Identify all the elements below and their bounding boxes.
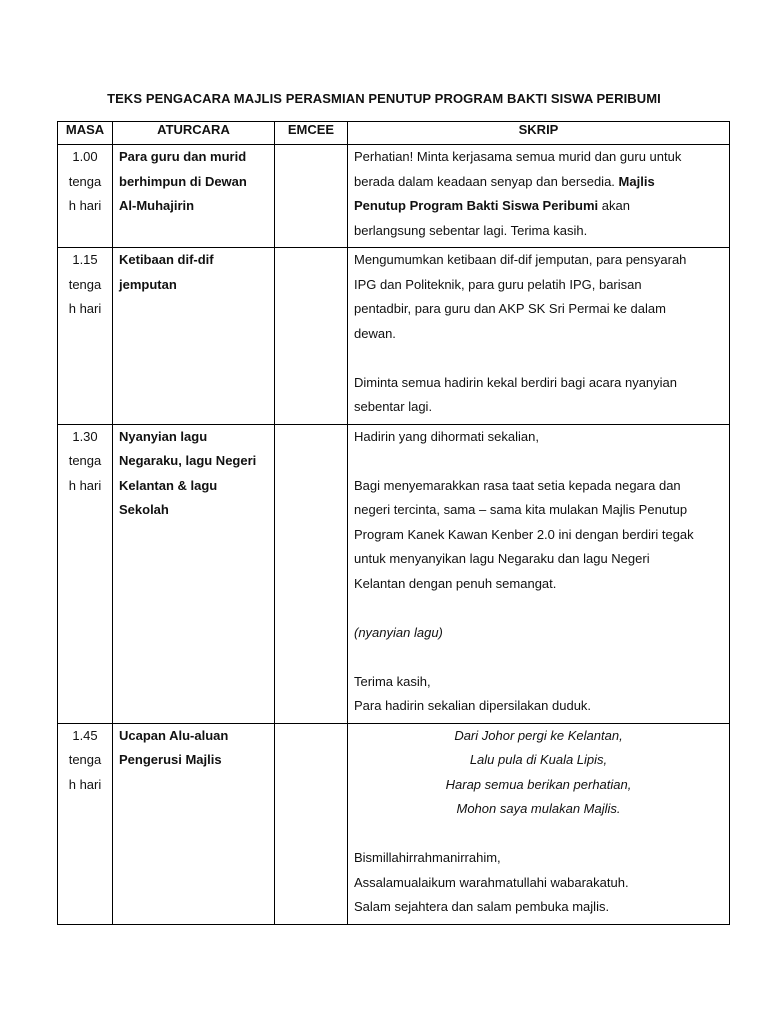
masa-text: h hari [68, 477, 102, 493]
aturcara-text: jemputan [119, 276, 177, 292]
schedule-table [57, 121, 730, 925]
masa-text: tenga [68, 276, 102, 292]
skrip-text: berada dalam keadaan senyap dan bersedia. [354, 173, 615, 189]
masa-text: tenga [68, 173, 102, 189]
cell-masa [58, 424, 113, 723]
document-title: TEKS PENGACARA MAJLIS PERASMIAN PENUTUP PROGRAM BAKTI SISWA PERIBUMI [107, 91, 661, 106]
cell-skrip [348, 723, 730, 924]
skrip-bold-text: Penutup Program Bakti Siswa Peribumi [354, 198, 599, 213]
skrip-line: berlangsung sebentar lagi. Terima kasih. [354, 222, 588, 238]
cell-masa [58, 248, 113, 425]
skrip-line: Assalamualaikum warahmatullahi wabarakatuh. [354, 874, 629, 890]
masa-text: 1.45 [72, 727, 98, 743]
pantun-line: Lalu pula di Kuala Lipis, [469, 752, 608, 767]
header-masa: MASA [58, 122, 113, 145]
aturcara-text: Ucapan Alu-aluan [119, 727, 229, 743]
cell-skrip [348, 248, 730, 425]
cell-skrip [348, 145, 730, 248]
header-emcee: EMCEE [275, 122, 348, 145]
cell-aturcara [113, 723, 275, 924]
pantun-line: Harap semua berikan perhatian, [445, 776, 632, 792]
skrip-line: pentadbir, para guru dan AKP SK Sri Permai ke dalam [354, 301, 666, 316]
cell-emcee [275, 723, 348, 924]
skrip-line [354, 170, 723, 195]
skrip-line: Para hadirin sekalian dipersilakan duduk. [354, 698, 592, 713]
aturcara-text: Al-Muhajirin [119, 198, 195, 213]
header-skrip: SKRIP [348, 122, 730, 145]
aturcara-text: Para guru dan murid [119, 149, 247, 164]
cell-emcee [275, 248, 348, 425]
cell-skrip [348, 424, 730, 723]
table-row [58, 424, 730, 723]
skrip-blank-line [354, 822, 723, 847]
skrip-line: Terima kasih, [354, 673, 431, 689]
skrip-line: Program Kanek Kawan Kenber 2.0 ini dengan berdiri tegak [354, 526, 694, 542]
cell-masa [58, 145, 113, 248]
cell-aturcara [113, 248, 275, 425]
skrip-line: dewan. [354, 325, 396, 341]
masa-text: 1.30 [72, 428, 98, 444]
skrip-line: IPG dan Politeknik, para guru pelatih IPG, barisan [354, 276, 642, 292]
pantun-line: Mohon saya mulakan Majlis. [456, 801, 621, 816]
aturcara-text: Negaraku, lagu Negeri [119, 453, 257, 468]
skrip-line: Bagi menyemarakkan rasa taat setia kepada negara dan [354, 477, 681, 493]
masa-text: 1.00 [72, 149, 98, 164]
skrip-blank-line [354, 449, 723, 474]
skrip-stage-direction: (nyanyian lagu) [354, 624, 443, 640]
skrip-blank-line [354, 645, 723, 670]
pantun-line: Dari Johor pergi ke Kelantan, [454, 727, 623, 743]
skrip-line: Salam sejahtera dan salam pembuka majlis. [354, 899, 610, 914]
masa-text: h hari [68, 198, 102, 213]
skrip-line: Hadirin yang dihormati sekalian, [354, 428, 539, 444]
masa-text: tenga [68, 752, 102, 767]
skrip-bold-text: Majlis [618, 173, 655, 189]
skrip-line: Kelantan dengan penuh semangat. [354, 575, 557, 591]
cell-emcee [275, 424, 348, 723]
table-row [58, 145, 730, 248]
skrip-line: untuk menyanyikan lagu Negaraku dan lagu Negeri [354, 551, 650, 566]
skrip-line: sebentar lagi. [354, 399, 433, 414]
skrip-line: Perhatian! Minta kerjasama semua murid dan guru untuk [354, 149, 682, 164]
masa-text: h hari [68, 776, 102, 792]
cell-aturcara [113, 424, 275, 723]
cell-aturcara [113, 145, 275, 248]
cell-masa [58, 723, 113, 924]
cell-emcee [275, 145, 348, 248]
skrip-line: Bismillahirrahmanirrahim, [354, 850, 501, 865]
table-row [58, 248, 730, 425]
skrip-text: akan [601, 198, 630, 213]
skrip-line: negeri tercinta, sama – sama kita mulakan Majlis Penutup [354, 502, 688, 517]
masa-text: h hari [68, 301, 102, 316]
skrip-line: Diminta semua hadirin kekal berdiri bagi acara nyanyian [354, 374, 678, 390]
skrip-line: Mengumumkan ketibaan dif-dif jemputan, para pensyarah [354, 252, 687, 267]
aturcara-text: berhimpun di Dewan [119, 173, 247, 189]
skrip-blank-line [354, 596, 723, 621]
aturcara-text: Kelantan & lagu [119, 477, 218, 493]
aturcara-text: Nyanyian lagu [119, 428, 208, 444]
masa-text: 1.15 [72, 252, 98, 267]
masa-text: tenga [68, 453, 102, 468]
header-aturcara: ATURCARA [113, 122, 275, 145]
skrip-line [354, 194, 723, 219]
aturcara-text: Pengerusi Majlis [119, 752, 222, 767]
aturcara-text: Ketibaan dif-dif [119, 252, 214, 267]
table-row [58, 723, 730, 924]
aturcara-text: Sekolah [119, 502, 169, 517]
skrip-blank-line [354, 346, 723, 371]
table-header-row [58, 122, 730, 145]
